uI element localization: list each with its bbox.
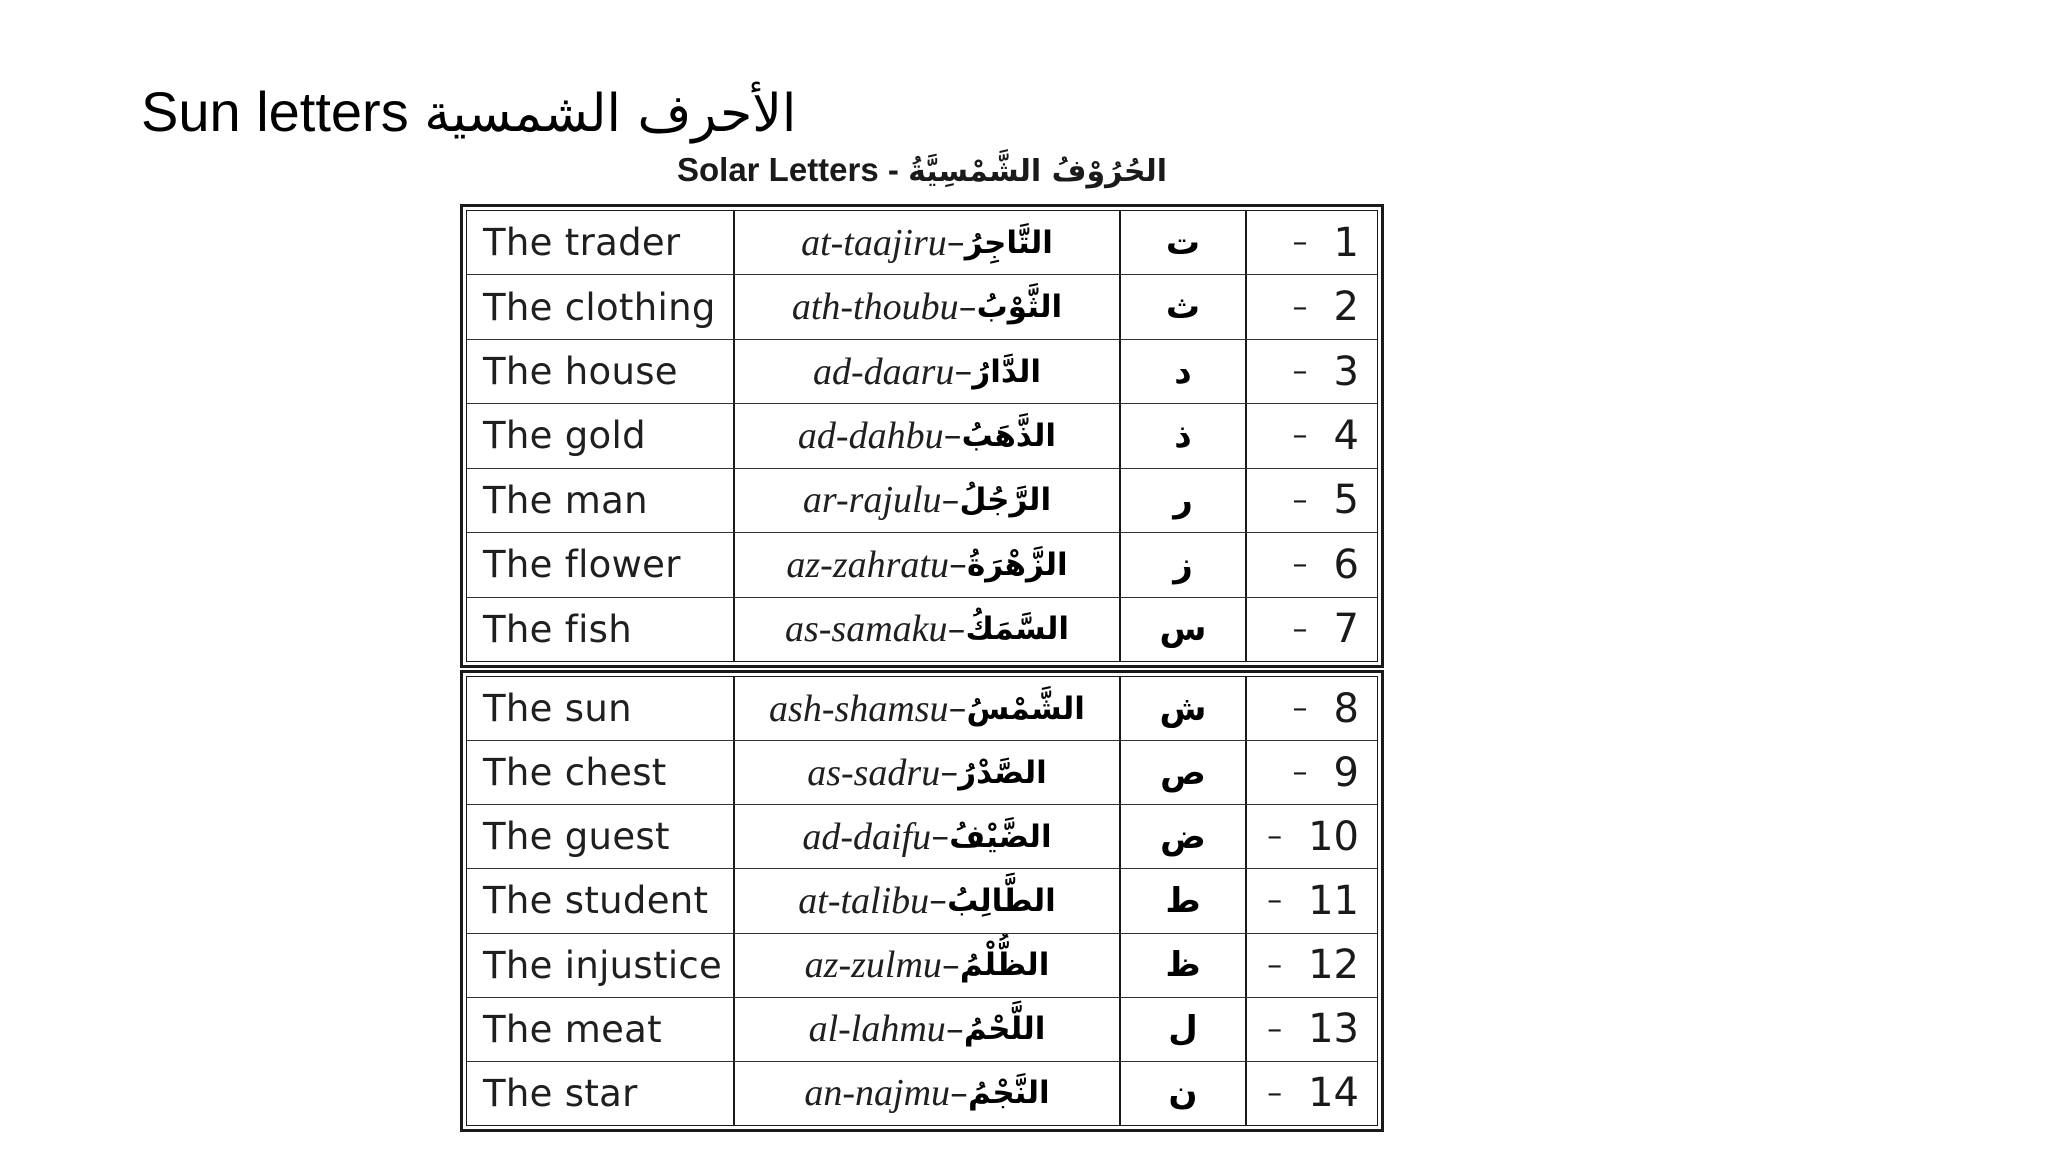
english-meaning: The flower: [483, 543, 681, 587]
english-meaning: The fish: [483, 607, 633, 651]
dash-separator: –: [954, 351, 973, 393]
english-meaning: The gold: [483, 414, 646, 458]
meaning-cell: [467, 211, 735, 274]
arabic-word: السَّمَكُ: [965, 611, 1069, 648]
dash-separator: –: [946, 222, 965, 264]
transliteration: az-zahratu: [786, 543, 949, 586]
word-cell: [735, 211, 1121, 274]
dash-separator: –: [1267, 1075, 1283, 1111]
letter-cell: [1121, 934, 1247, 997]
transliteration: ash-shamsu: [769, 687, 949, 730]
meaning-cell: [467, 1062, 735, 1125]
meaning-cell: [467, 805, 735, 868]
row-number: 1: [1333, 219, 1359, 266]
arabic-letter: ز: [1173, 544, 1193, 585]
row-number: 9: [1333, 749, 1359, 796]
table-row: [467, 677, 1377, 741]
dash-separator: –: [1292, 289, 1308, 325]
arabic-word: الضَّيْفُ: [949, 818, 1052, 855]
meaning-cell: [467, 275, 735, 338]
number-cell: [1247, 677, 1377, 740]
dash-separator: –: [929, 880, 948, 922]
transliteration: ad-daaru: [812, 350, 955, 393]
arabic-word: الظُّلْمُ: [959, 947, 1050, 984]
meaning-cell: [467, 869, 735, 932]
dash-separator: –: [1292, 547, 1308, 583]
number-cell: [1247, 998, 1377, 1061]
row-number: 4: [1333, 412, 1359, 459]
number-cell: [1247, 1062, 1377, 1125]
word-cell: [735, 275, 1121, 338]
meaning-cell: [467, 340, 735, 403]
arabic-word: اللَّحْمُ: [963, 1011, 1046, 1048]
arabic-word: الصَّدْرُ: [958, 754, 1047, 791]
number-cell: [1247, 598, 1377, 661]
transliteration: ar-rajulu: [802, 479, 942, 522]
arabic-letter: ض: [1160, 816, 1206, 857]
slide-title-arabic: الأحرف الشمسية: [424, 84, 797, 144]
table-heading: [460, 140, 1384, 200]
dash-separator: –: [948, 544, 967, 586]
dash-separator: –: [931, 816, 950, 858]
english-meaning: The clothing: [483, 285, 716, 329]
dash-separator: –: [940, 752, 959, 794]
word-cell: [735, 340, 1121, 403]
arabic-letter: ظ: [1165, 945, 1201, 986]
word-cell: [735, 598, 1121, 661]
number-cell: [1247, 805, 1377, 868]
dash-separator: –: [947, 608, 966, 650]
meaning-cell: [467, 998, 735, 1061]
row-number: 8: [1333, 685, 1359, 732]
number-cell: [1247, 741, 1377, 804]
arabic-letter: ث: [1165, 287, 1201, 328]
letter-cell: [1121, 404, 1247, 467]
table-row: [467, 934, 1377, 998]
word-cell: [735, 677, 1121, 740]
letter-cell: [1121, 275, 1247, 338]
transliteration: at-talibu: [798, 879, 930, 922]
sun-letters-table-block-1: [460, 204, 1384, 668]
english-meaning: The injustice: [483, 943, 723, 987]
dash-separator: –: [1292, 418, 1308, 454]
row-number: 5: [1333, 477, 1359, 524]
arabic-letter: ط: [1165, 880, 1201, 921]
word-cell: [735, 741, 1121, 804]
english-meaning: The man: [483, 478, 648, 522]
arabic-letter: ذ: [1174, 415, 1192, 456]
arabic-word: الشَّمْسُ: [966, 690, 1085, 727]
dash-separator: –: [1267, 883, 1283, 919]
dash-separator: –: [945, 1008, 964, 1050]
meaning-cell: [467, 533, 735, 596]
meaning-cell: [467, 469, 735, 532]
row-number: 6: [1333, 541, 1359, 588]
transliteration: as-samaku: [784, 608, 948, 651]
word-cell: [735, 1062, 1121, 1125]
transliteration: at-taajiru: [801, 221, 947, 264]
dash-separator: –: [1292, 482, 1308, 518]
table-rows: [466, 676, 1378, 1126]
english-meaning: The sun: [483, 687, 632, 731]
word-cell: [735, 998, 1121, 1061]
letter-cell: [1121, 741, 1247, 804]
row-number: 7: [1333, 606, 1359, 653]
english-meaning: The student: [483, 879, 709, 923]
table-row: [467, 404, 1377, 468]
word-cell: [735, 869, 1121, 932]
letter-cell: [1121, 211, 1247, 274]
letter-cell: [1121, 869, 1247, 932]
arabic-word: الطَّالِبُ: [947, 882, 1056, 919]
row-number: 13: [1308, 1006, 1359, 1053]
letter-cell: [1121, 1062, 1247, 1125]
arabic-word: الثَّوْبُ: [976, 289, 1063, 326]
number-cell: [1247, 469, 1377, 532]
transliteration: al-lahmu: [808, 1008, 946, 1051]
meaning-cell: [467, 404, 735, 467]
table-row: [467, 533, 1377, 597]
transliteration: an-najmu: [804, 1072, 951, 1115]
transliteration: ad-dahbu: [797, 414, 944, 457]
word-cell: [735, 805, 1121, 868]
dash-separator: –: [1292, 755, 1308, 791]
dash-separator: –: [1292, 611, 1308, 647]
table-heading-english: Solar Letters -: [676, 151, 899, 188]
letter-cell: [1121, 805, 1247, 868]
word-cell: [735, 934, 1121, 997]
table-row: [467, 741, 1377, 805]
english-meaning: The star: [483, 1071, 638, 1115]
dash-separator: –: [941, 944, 960, 986]
arabic-letter: ر: [1173, 480, 1193, 521]
arabic-letter: س: [1159, 609, 1207, 650]
letter-cell: [1121, 469, 1247, 532]
letter-cell: [1121, 677, 1247, 740]
slide-title-english: Sun letters: [141, 80, 409, 143]
dash-separator: –: [950, 1072, 969, 1114]
number-cell: [1247, 211, 1377, 274]
english-meaning: The guest: [483, 815, 670, 859]
transliteration: az-zulmu: [804, 944, 942, 987]
row-number: 11: [1308, 877, 1359, 924]
table-row: [467, 340, 1377, 404]
arabic-letter: ت: [1165, 222, 1201, 263]
arabic-word: الزَّهْرَةُ: [966, 546, 1068, 583]
table-heading-arabic: الحُرُوْفُ الشَّمْسِيَّةُ: [908, 154, 1167, 189]
letter-cell: [1121, 533, 1247, 596]
table-row: [467, 469, 1377, 533]
meaning-cell: [467, 934, 735, 997]
arabic-letter: ل: [1168, 1009, 1198, 1050]
arabic-word: الدَّارُ: [972, 353, 1042, 390]
table-rows: [466, 210, 1378, 662]
arabic-word: الرَّجُلُ: [959, 482, 1052, 519]
transliteration: as-sadru: [807, 751, 941, 794]
word-cell: [735, 533, 1121, 596]
letter-cell: [1121, 340, 1247, 403]
transliteration: ad-daifu: [802, 815, 932, 858]
arabic-letter: ص: [1160, 752, 1206, 793]
number-cell: [1247, 404, 1377, 467]
number-cell: [1247, 275, 1377, 338]
table-row: [467, 805, 1377, 869]
dash-separator: –: [943, 415, 962, 457]
word-cell: [735, 404, 1121, 467]
english-meaning: The meat: [483, 1007, 662, 1051]
arabic-word: النَّجْمُ: [968, 1075, 1050, 1112]
table-row: [467, 598, 1377, 661]
letter-cell: [1121, 998, 1247, 1061]
sun-letters-table-block-2: [460, 670, 1384, 1132]
number-cell: [1247, 340, 1377, 403]
meaning-cell: [467, 677, 735, 740]
dash-separator: –: [948, 688, 967, 730]
arabic-word: الذَّهَبُ: [961, 417, 1057, 454]
number-cell: [1247, 934, 1377, 997]
table-row: [467, 869, 1377, 933]
english-meaning: The trader: [483, 221, 681, 265]
dash-separator: –: [1292, 225, 1308, 261]
arabic-word: التَّاجِرُ: [964, 224, 1053, 261]
english-meaning: The house: [483, 350, 678, 394]
dash-separator: –: [1292, 691, 1308, 727]
row-number: 3: [1333, 348, 1359, 395]
number-cell: [1247, 869, 1377, 932]
arabic-letter: د: [1174, 351, 1192, 392]
dash-separator: –: [1267, 947, 1283, 983]
meaning-cell: [467, 741, 735, 804]
arabic-letter: ش: [1159, 688, 1207, 729]
table-row: [467, 211, 1377, 275]
dash-separator: –: [958, 286, 977, 328]
word-cell: [735, 469, 1121, 532]
english-meaning: The chest: [483, 751, 667, 795]
transliteration: ath-thoubu: [791, 286, 959, 329]
row-number: 10: [1308, 813, 1359, 860]
arabic-letter: ن: [1168, 1073, 1198, 1114]
letter-cell: [1121, 598, 1247, 661]
row-number: 12: [1308, 942, 1359, 989]
row-number: 14: [1308, 1070, 1359, 1117]
meaning-cell: [467, 598, 735, 661]
dash-separator: –: [1267, 1011, 1283, 1047]
table-row: [467, 1062, 1377, 1125]
table-row: [467, 998, 1377, 1062]
dash-separator: –: [941, 479, 960, 521]
dash-separator: –: [1267, 819, 1283, 855]
row-number: 2: [1333, 284, 1359, 331]
number-cell: [1247, 533, 1377, 596]
dash-separator: –: [1292, 354, 1308, 390]
table-row: [467, 275, 1377, 339]
